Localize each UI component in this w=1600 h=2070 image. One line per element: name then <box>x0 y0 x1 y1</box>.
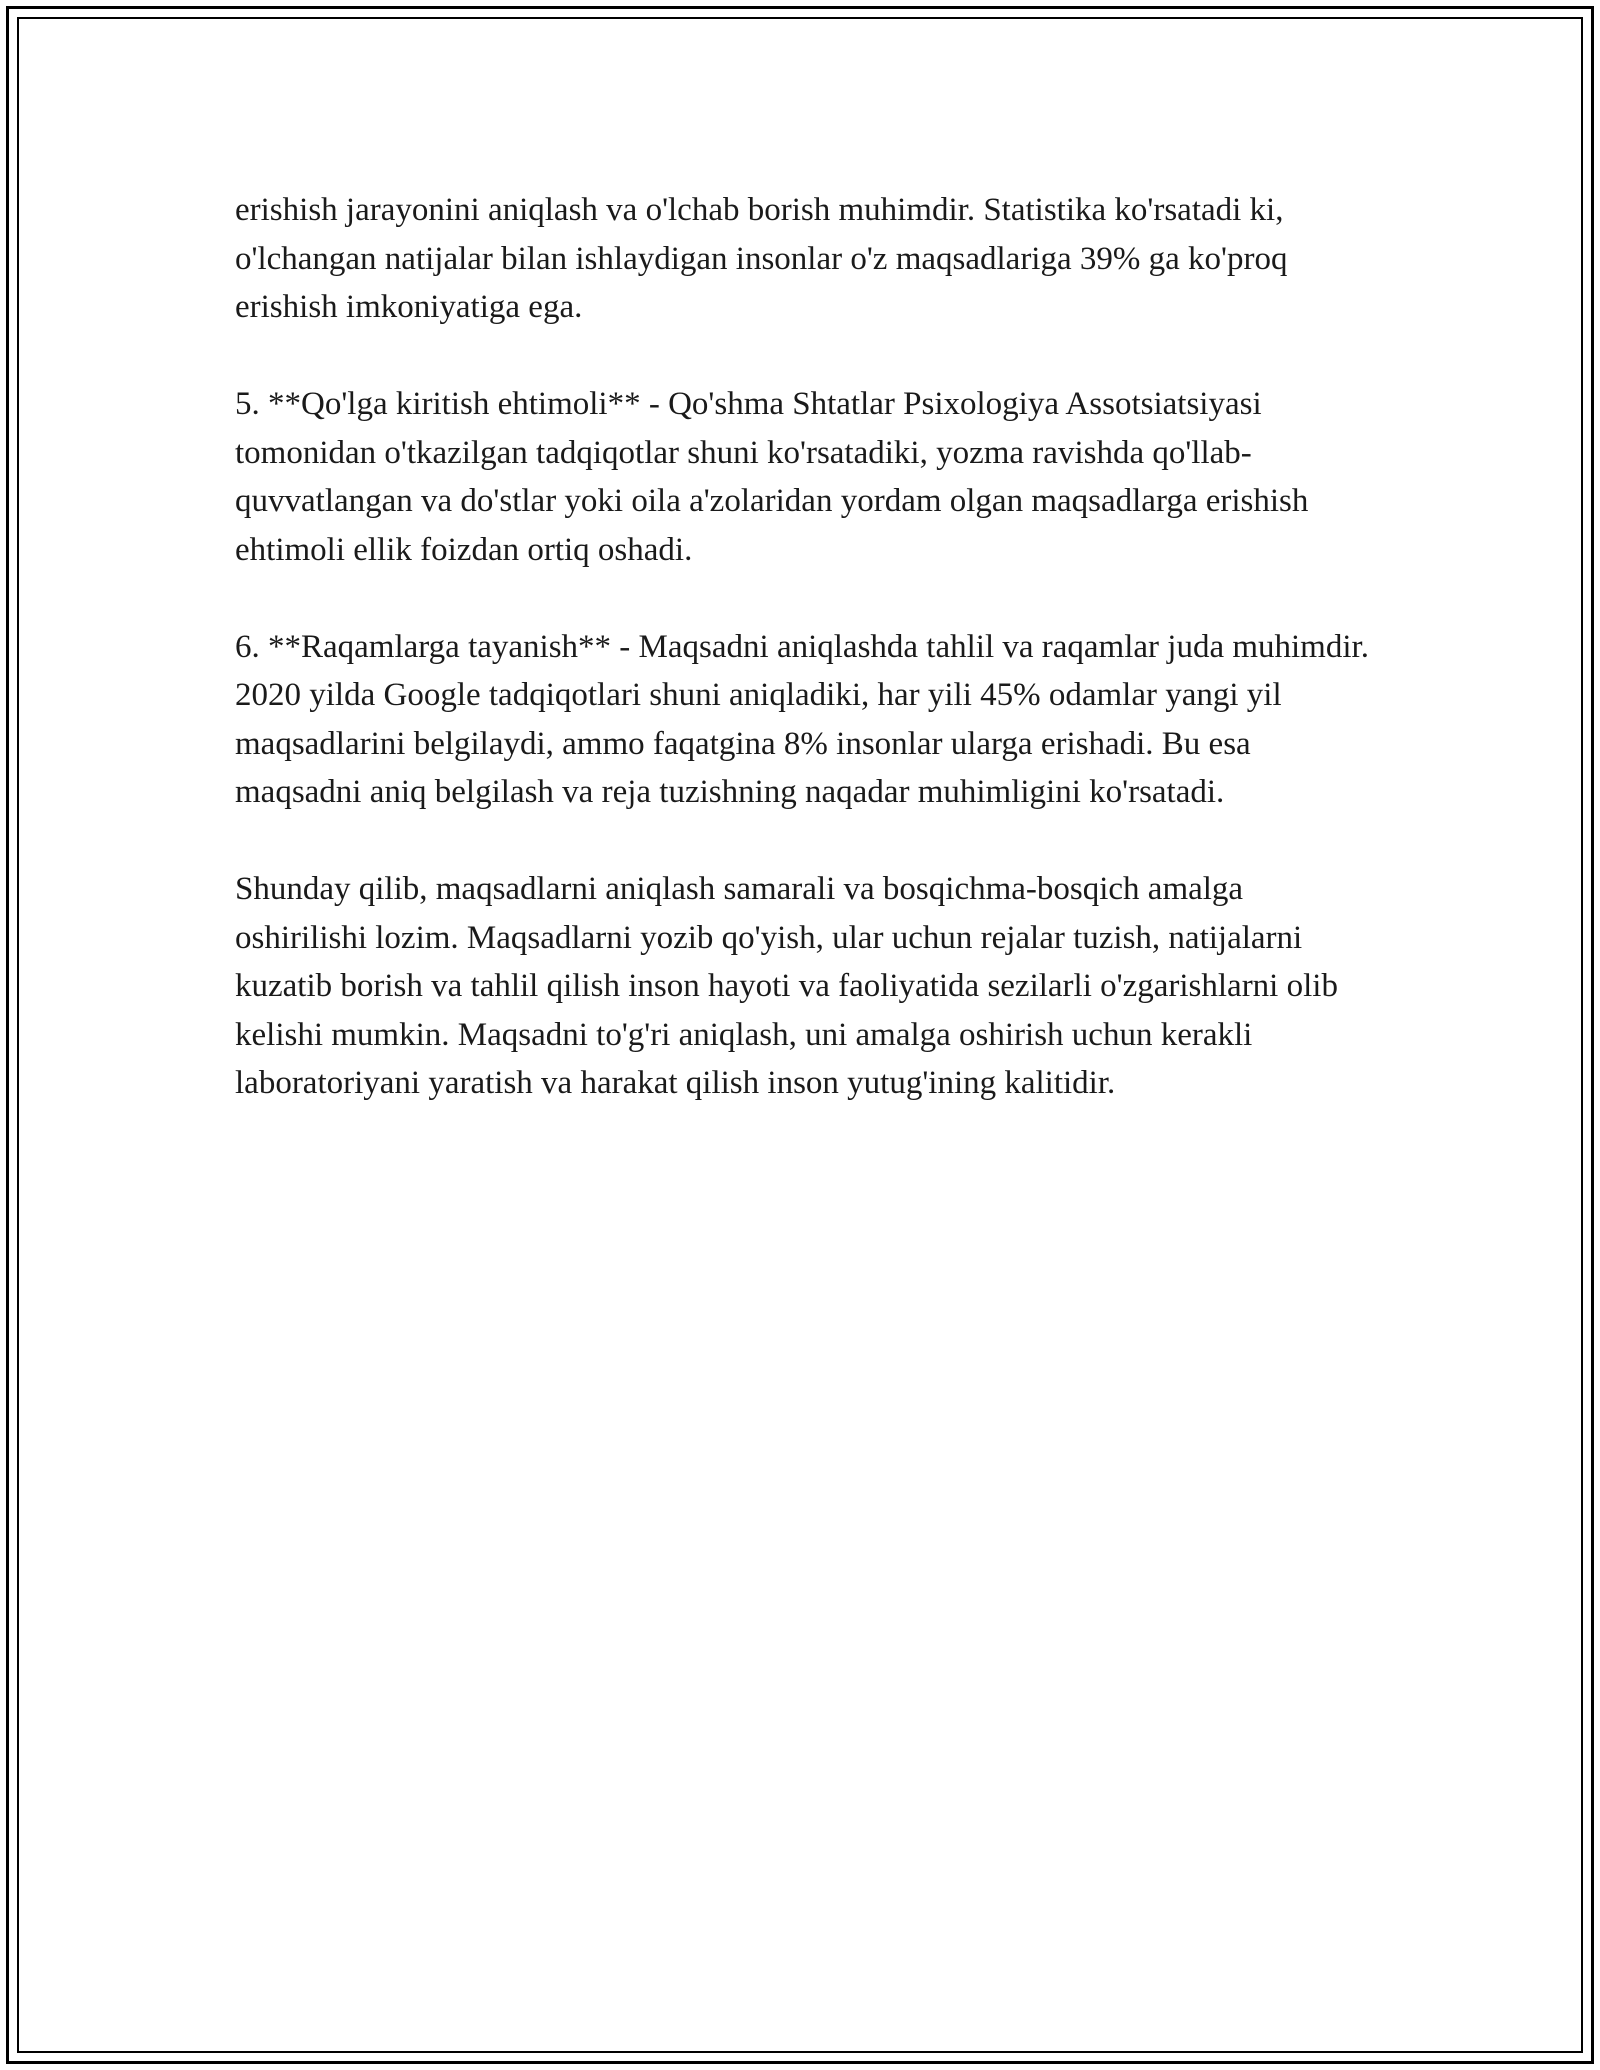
paragraph-item-6: 6. **Raqamlarga tayanish** - Maqsadni aniqlashda tahlil va raqamlar juda muhimdir. 2020 yilda Google tadqiqotlari shuni aniqladiki, har yili 45% odamlar yangi yil maqsadlarini belgilaydi, ammo faqatgina 8% insonlar ularga erishadi. Bu esa maqsadni aniq belgilash va reja tuzishning naqadar muhimligini ko'rsatadi. <box>235 628 1369 810</box>
document-body <box>235 186 1375 1156</box>
paragraph-item-5: 5. **Qo'lga kiritish ehtimoli** - Qo'shma Shtatlar Psixologiya Assotsiatsiyasi tomonidan o'tkazilgan tadqiqotlar shuni ko'rsatadiki, yozma ravishda qo'llab-quvvatlangan va do'stlar yoki oila a'zolaridan yordam olgan maqsadlarga erishish ehtimoli ellik foizdan ortiq oshadi. <box>235 386 1309 568</box>
paragraph-conclusion: Shunday qilib, maqsadlarni aniqlash samarali va bosqichma-bosqich amalga oshirilishi lozim. Maqsadlarni yozib qo'yish, ular uchun rejalar tuzish, natijalarni kuzatib borish va tahlil qilish inson hayoti va faoliyatida sezilarli o'zgarishlarni olib kelishi mumkin. Maqsadni to'g'ri aniqlash, uni amalga oshirish uchun kerakli laboratoriyani yaratish va harakat qilish inson yutug'ining kalitidir. <box>235 871 1338 1101</box>
paragraph-measurement: erishish jarayonini aniqlash va o'lchab borish muhimdir. Statistika ko'rsatadi ki, o'lchangan natijalar bilan ishlaydigan insonlar o'z maqsadlariga 39% ga ko'proq erishish imkoniyatiga ega. <box>235 192 1288 325</box>
